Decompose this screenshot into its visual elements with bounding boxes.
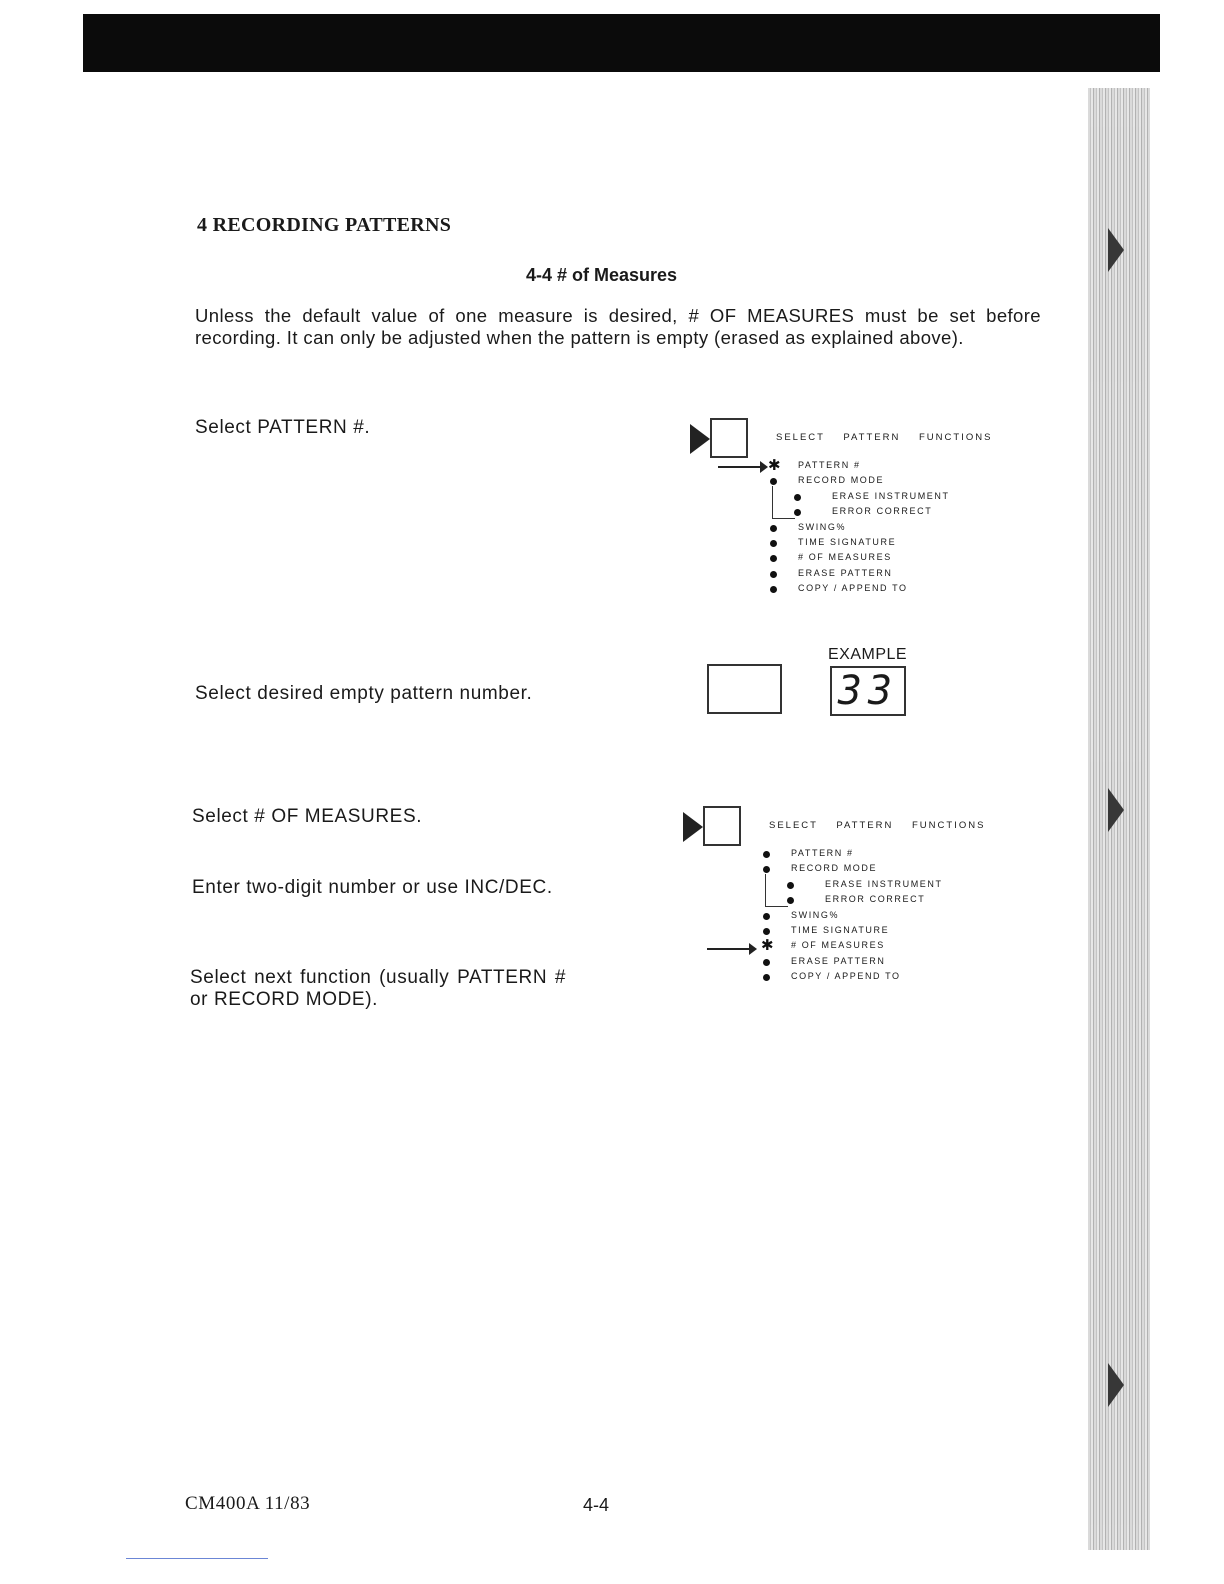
step-select-pattern: Select PATTERN #. [195,417,371,438]
pointer-arrow-icon [707,948,751,950]
function-panel-pattern: SELECT PATTERN FUNCTIONS ✱ PATTERN # RECORD MODE ERASE INSTRUMENT ERROR CORRECT SWING% TIME SIGNATURE # OF MEASURES ERASE PATTERN COPY / APPEND TO [690,418,990,608]
select-button[interactable] [703,806,741,846]
led-icon [770,540,777,547]
led-icon [794,494,801,501]
binder-tab-icon [1108,228,1124,272]
led-icon [770,555,777,562]
led-icon [763,913,770,920]
led-icon [763,959,770,966]
pattern-display-empty [707,664,782,714]
led-icon [763,928,770,935]
footer-page-number: 4-4 [583,1495,610,1515]
step-select-next: Select next function (usually PATTERN # or RECORD MODE). [190,967,566,1010]
select-arrow-icon [683,812,703,842]
led-icon [763,866,770,873]
led-lit-icon: ✱ [761,937,776,955]
led-icon [763,851,770,858]
step-select-empty: Select desired empty pattern number. [195,683,533,704]
step-select-measures: Select # OF MEASURES. [192,806,423,827]
led-icon [787,897,794,904]
step-enter-number: Enter two-digit number or use INC/DEC. [192,877,553,898]
tree-connector [772,486,795,519]
footer-rule [126,1558,268,1559]
binder-tab-icon [1108,1363,1124,1407]
led-icon [770,525,777,532]
led-icon [763,974,770,981]
section-title: 4 RECORDING PATTERNS [197,214,452,236]
tree-connector [765,874,788,907]
led-icon [770,586,777,593]
select-button[interactable] [710,418,748,458]
led-icon [794,509,801,516]
intro-paragraph: Unless the default value of one measure is desired, # OF MEASURES must be set before recording. It can only be adjusted when the pattern is empty (erased as explained above). [195,305,1041,348]
binder-tab-icon [1108,788,1124,832]
page-edge-scan [1088,88,1150,1550]
function-panel-measures: SELECT PATTERN FUNCTIONS PATTERN # RECORD MODE ERASE INSTRUMENT ERROR CORRECT SWING% TIME SIGNATURE ✱ # OF MEASURES ERASE PATTERN COPY / APPEND TO [683,806,983,996]
led-lit-icon: ✱ [768,457,783,474]
select-arrow-icon [690,424,710,454]
example-label: EXAMPLE [828,646,908,663]
led-icon [770,571,777,578]
panel-heading: SELECT PATTERN FUNCTIONS [776,432,993,443]
pointer-arrow-icon [718,466,762,468]
pattern-display-example: 33 [830,666,906,716]
header-bar [83,14,1160,72]
led-icon [770,478,777,485]
footer-doc-id: CM400A 11/83 [185,1493,311,1514]
panel-heading: SELECT PATTERN FUNCTIONS [769,820,986,831]
led-icon [787,882,794,889]
subsection-title: 4-4 # of Measures [526,265,678,285]
